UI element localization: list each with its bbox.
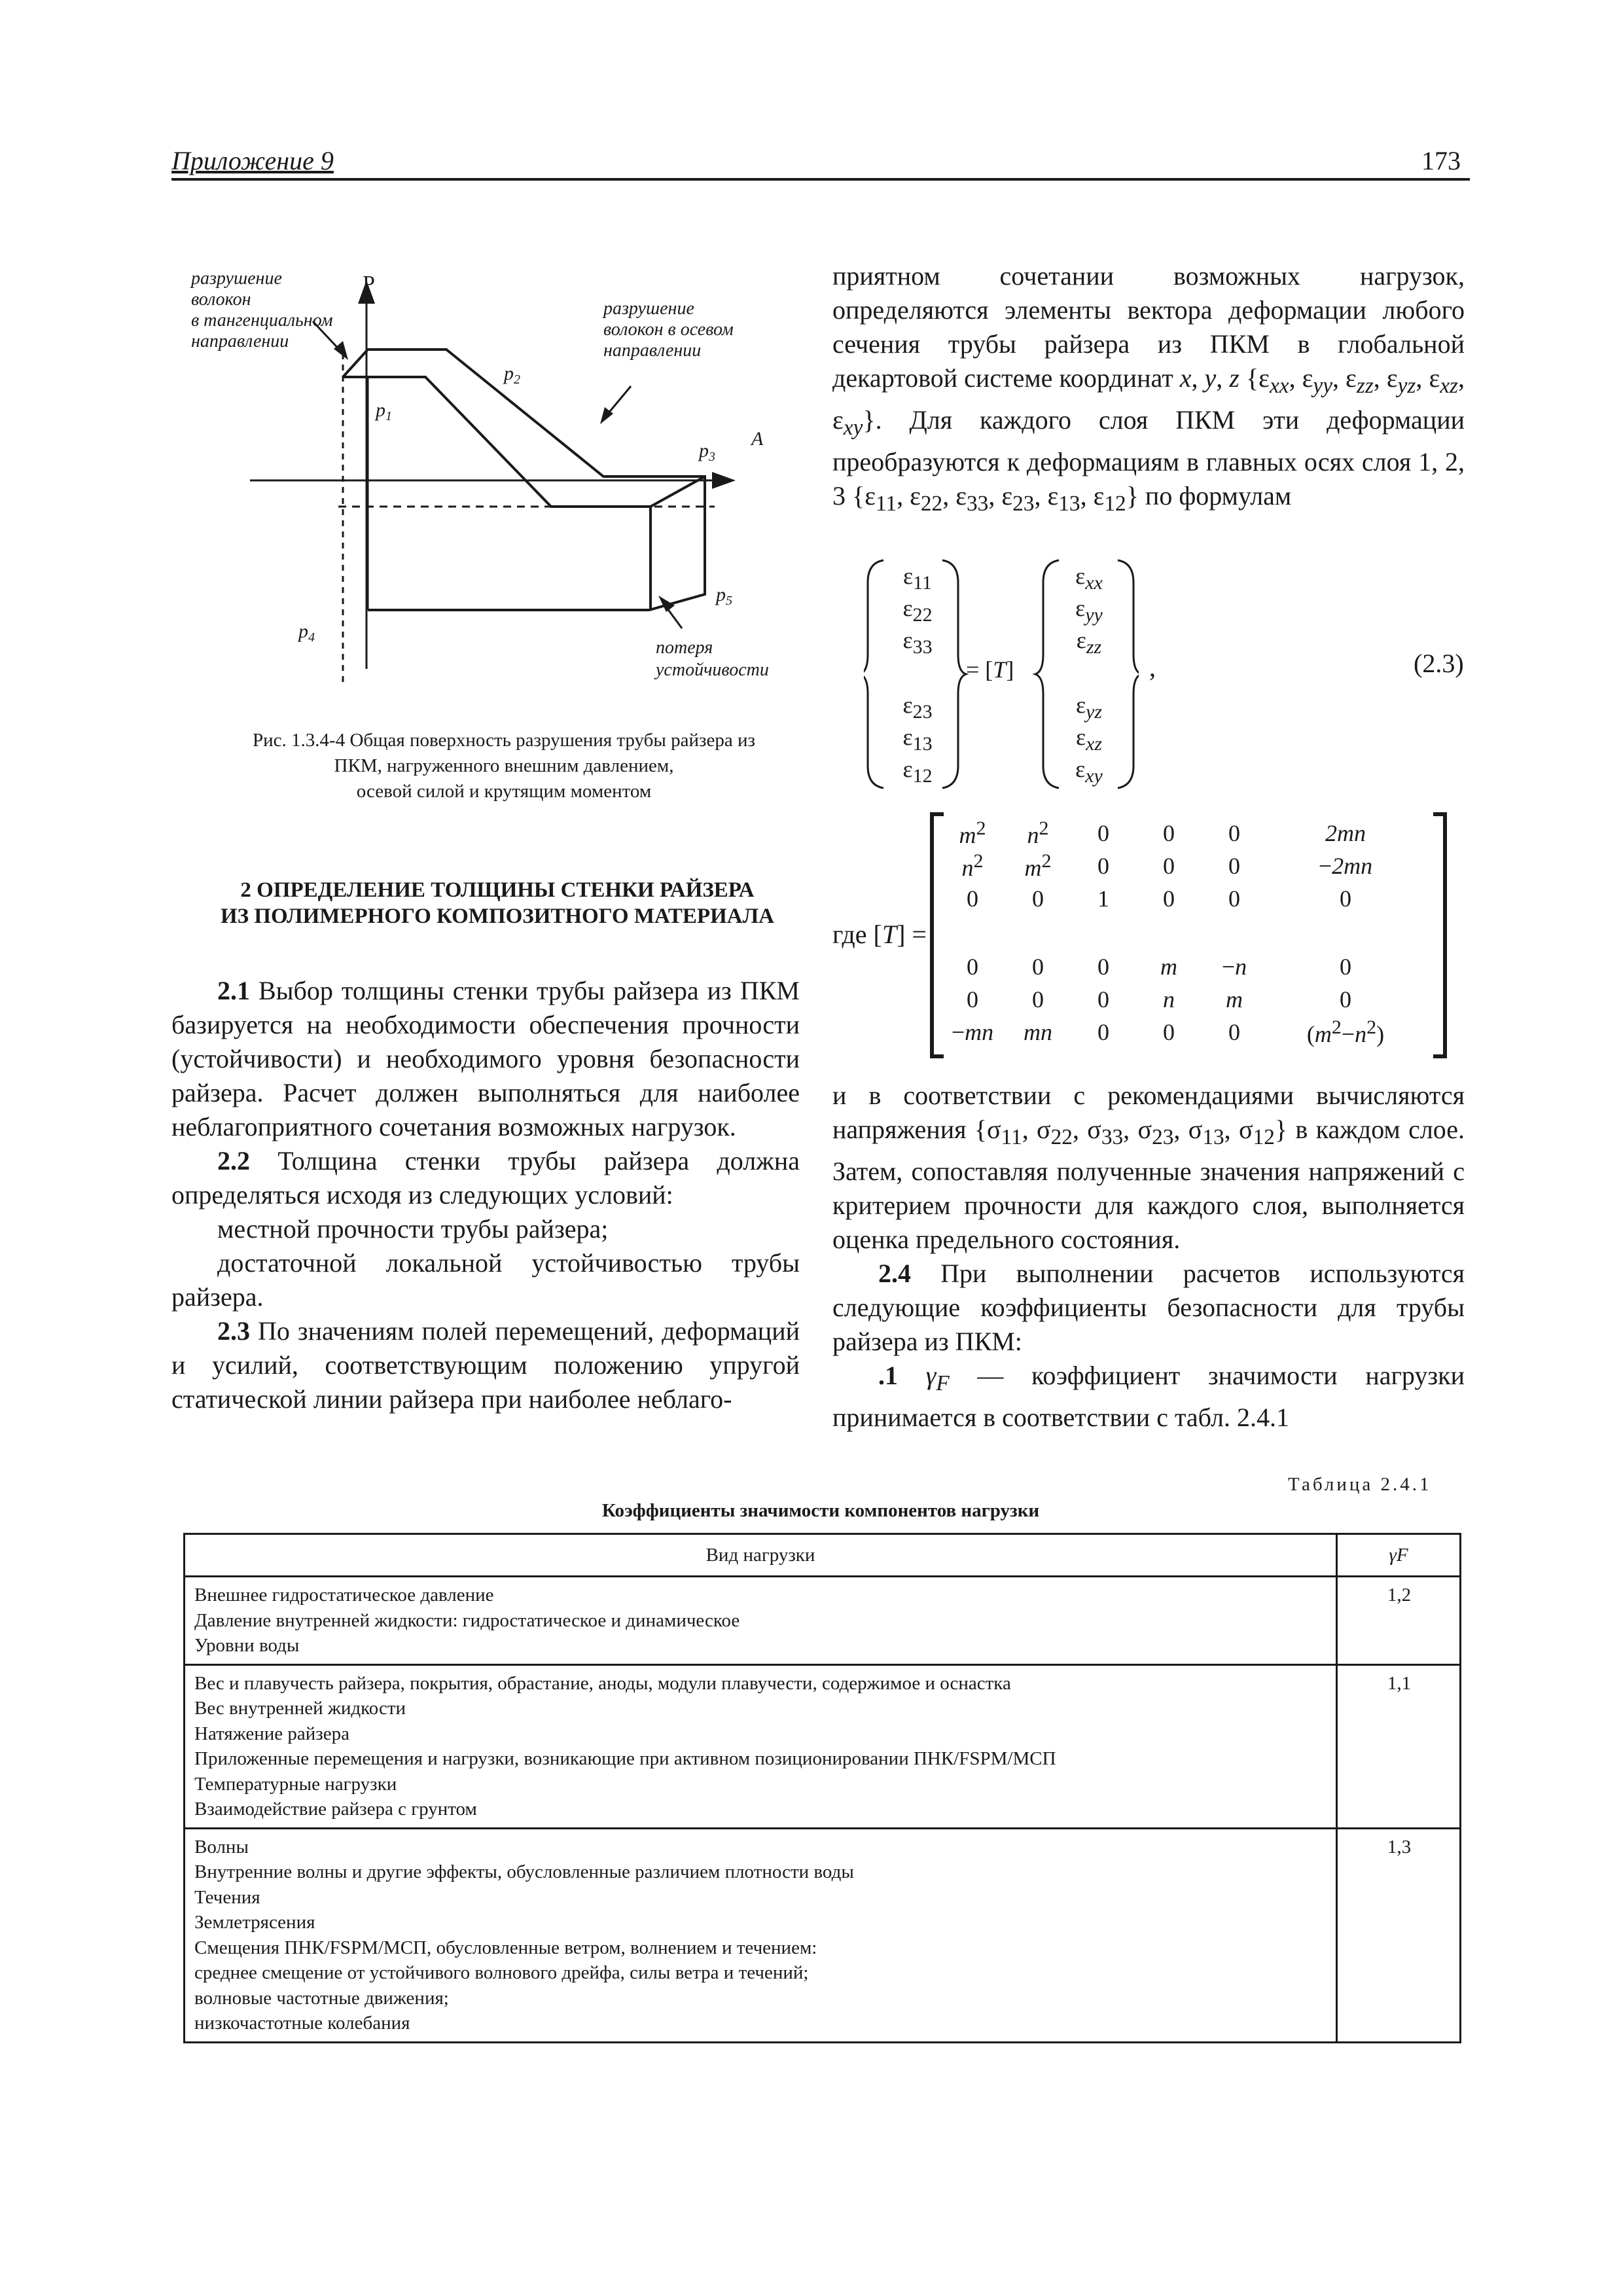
label-fiber-axial: разрушение — [603, 298, 694, 319]
axis-label-p: P — [363, 272, 375, 296]
transformation-matrix — [940, 817, 1424, 1049]
matrix-label: где [T] = — [832, 920, 927, 949]
table-row: Волны Внутренние волны и другие эффекты, обусловленные различием плотности воды Течения Землетрясения Смещения ПНК/FSPM/МСП, обусловленные ветром, волнением и течением: среднее смещение от устойчивого волнового дрейфа, силы ветра и течений; волновые частотные движения; низкочастотные колебания 1,3 — [185, 1828, 1461, 2042]
right-column-top-text: приятном сочетании возможных нагрузок, определяются элементы вектора деформации любого сечения трубы райзера из ПКМ в глобальной декартовой системе координат x, y, z {$\varepsilon_{xx}$, $\varepsilon_{yy}$, $\varepsilon_{zz}$, $\varepsilon_{yz}$, $\varepsilon_{xz}$, $\varepsilon_{xy}$}. Для каждого слоя ПКМ эти деформации преобразуются к деформациям в главных осях слоя 1, 2, 3 {$\varepsilon_{11}$, $\varepsilon_{22}$, $\varepsilon_{33}$, $\varepsilon_{23}$, $\varepsilon_{13}$, $\varepsilon_{12}$} по формулам — [832, 261, 1465, 516]
condition-1: местной прочности трубы райзера; — [217, 1214, 609, 1244]
equation-operator: = [T] — [966, 656, 1014, 683]
point-p3: $p_3$ — [699, 440, 715, 464]
table-cell-value: 1,2 — [1337, 1577, 1461, 1665]
paragraph-2-3: 2.3 По значениям полей перемещений, деформаций и усилий, соответствующим положению упругой статической линии райзера при наиболее неблаго- — [171, 1316, 800, 1414]
running-header-section: Приложение 9 — [171, 146, 334, 175]
paragraph-2-1: 2.1 Выбор толщины стенки трубы райзера из ПКМ базируется на необходимости обеспечения прочности (устойчивости) и необходимого уровня безопасности райзера. Расчет должен выполняться для наиболее неблагоприятного сочетания возможных нагрузок. — [171, 976, 800, 1141]
axis-label-a: A — [751, 428, 764, 450]
table-row: Внешнее гидростатическое давление Давление внутренней жидкости: гидростатическое и динамическое Уровни воды 1,2 — [185, 1577, 1461, 1665]
svg-text:направлении: направлении — [603, 340, 702, 361]
svg-text:устойчивости: устойчивости — [656, 660, 769, 680]
left-column-text — [171, 974, 800, 1416]
item-1: .1 $\gamma_F$ — коэффициент значимости нагрузки принимается в соответствии с табл. 2.4.1 — [832, 1361, 1465, 1432]
figure-caption: Рис. 1.3.4-4 Общая поверхность разрушения трубы райзера из ПКМ, нагруженного внешним давлением, осевой силой и крутящим моментом — [253, 730, 755, 802]
matrix-row: $m^2$ $n^2$ 0 0 0 2mn — [959, 817, 1366, 848]
matrix-row: 0 0 0 n m 0 — [967, 986, 1351, 1013]
right-column-bottom-text: и в соответствии с рекомендациями вычисляются напряжения {$\sigma_{11}$, $\sigma_{22}$, $\sigma_{33}$, $\sigma_{23}$, $\sigma_{13}$, $\sigma_{12}$} в каждом слое. Затем, сопоставляя полученные значения напряжений с критерием прочности для каждого слоя, выполняется оценка предельного состояния. 2.4 При выполнении расчетов используются следующие коэффициенты безопасности для трубы райзера из ПКМ: .1 $\gamma_F$ — коэффициент значимости нагрузки принимается в соответствии с табл. 2.4.1 — [832, 1079, 1465, 1435]
col-header-load-type: Вид нагрузки — [185, 1534, 1337, 1577]
svg-text:в тангенциальном: в тангенциальном — [191, 310, 333, 331]
table-number: Таблица 2.4.1 — [1288, 1474, 1432, 1495]
matrix-row: −mn mn 0 0 0 $(m^2-n^2)$ — [951, 1016, 1385, 1047]
paragraph-2-2: 2.2 Толщина стенки трубы райзера должна определяться исходя из следующих условий: — [171, 1146, 800, 1210]
matrix-row: 0 0 0 m −n 0 — [967, 954, 1351, 980]
table-title: Коэффициенты значимости компонентов нагрузки — [601, 1500, 1040, 1521]
label-stability-loss: потеря — [656, 637, 713, 658]
strain-vector-global: $\varepsilon_{xx}$ $\varepsilon_{yy}$ $\varepsilon_{zz}$ $\varepsilon_{yz}$ $\varepsilon_{xz}$ $\varepsilon_{xy}$ — [1075, 563, 1103, 787]
svg-text:направлении: направлении — [191, 331, 289, 351]
table-cell-value: 1,1 — [1337, 1664, 1461, 1828]
condition-2: достаточной локальной устойчивостью трубы райзера. — [171, 1248, 800, 1312]
table-row: Вес и плавучесть райзера, покрытия, обрастание, аноды, модули плавучести, содержимое и оснастка Вес внутренней жидкости Натяжение райзера Приложенные перемещения и нагрузки, возникающие при активном позиционировании ПНК/FSPM/МСП Температурные нагрузки Взаимодействие райзера с грунтом 1,1 — [185, 1664, 1461, 1828]
matrix-row: 0 0 1 0 0 0 — [967, 886, 1351, 912]
col-header-gamma: γF — [1337, 1534, 1461, 1577]
page-number: 173 — [1421, 146, 1461, 175]
paragraph-2-4: 2.4 При выполнении расчетов используются следующие коэффициенты безопасности для трубы райзера из ПКМ: — [832, 1259, 1465, 1356]
table-cell-value: 1,3 — [1337, 1828, 1461, 2042]
point-p5: $p_5$ — [716, 584, 732, 608]
matrix-row: $n^2$ $m^2$ 0 0 0 −2mn — [961, 850, 1373, 881]
strain-vector-local: $\varepsilon_{11}$ $\varepsilon_{22}$ $\varepsilon_{33}$ $\varepsilon_{23}$ $\varepsilon_{13}$ $\varepsilon_{12}$ — [902, 563, 933, 787]
label-fiber-tangential: разрушение — [191, 268, 282, 289]
svg-text:волокон: волокон — [191, 289, 251, 310]
section-heading: 2 ОПРЕДЕЛЕНИЕ ТОЛЩИНЫ СТЕНКИ РАЙЗЕРА ИЗ ПОЛИМЕРНОГО КОМПОЗИТНОГО МАТЕРИАЛА — [221, 878, 774, 928]
load-factor-table — [183, 1533, 1461, 2043]
point-p4: $p_4$ — [298, 620, 315, 645]
a-axis-arrow — [712, 472, 736, 489]
equation-number: (2.3) — [1414, 649, 1464, 678]
point-p1: $p_1$ — [376, 399, 392, 423]
table-header-row — [185, 1534, 1461, 1577]
point-p2: $p_2$ — [504, 363, 520, 387]
failure-surface-figure — [171, 262, 826, 694]
svg-text:волокон в осевом: волокон в осевом — [603, 319, 734, 340]
header-rule — [171, 178, 1470, 181]
